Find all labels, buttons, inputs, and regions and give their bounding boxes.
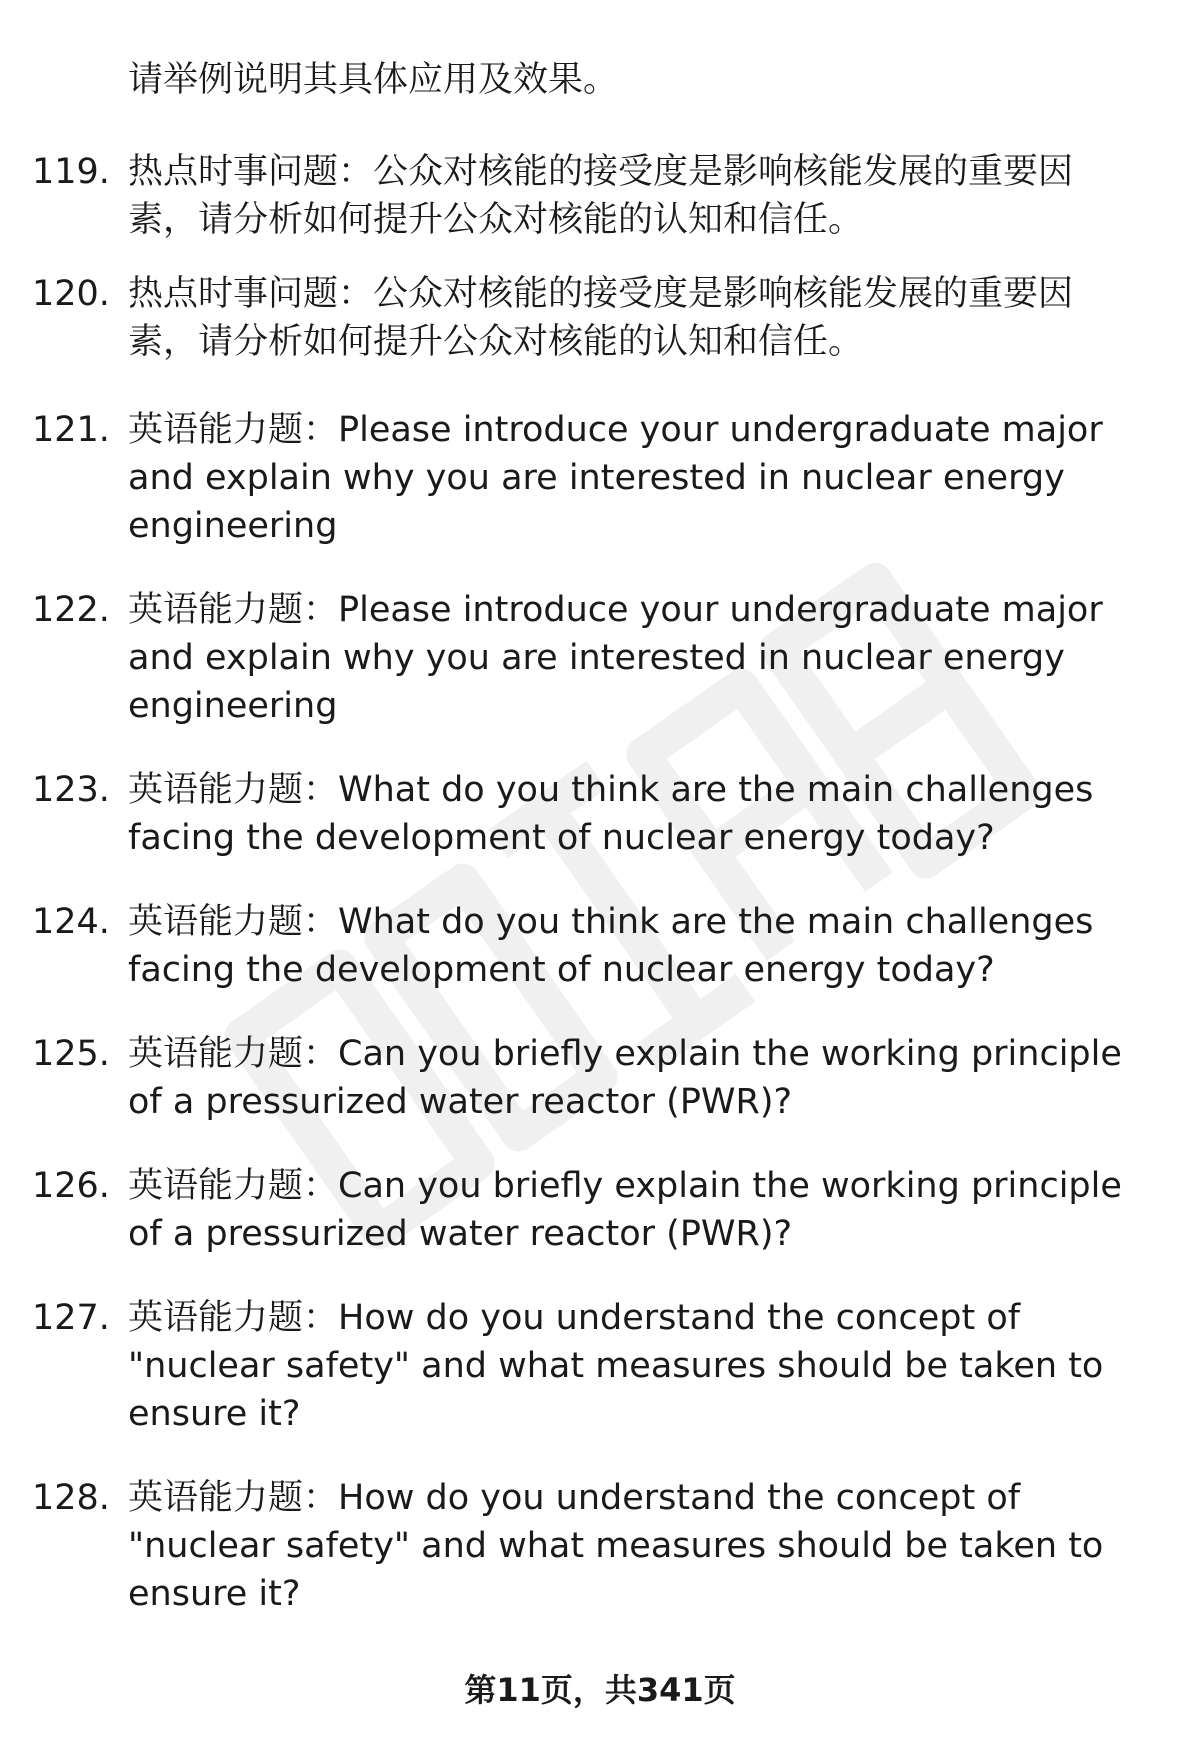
question-text xyxy=(128,1030,1128,1126)
question-line: 英语能力题：What do you think are the main challenges xyxy=(128,770,1094,810)
question-line: 热点时事问题：公众对核能的接受度是影响核能发展的重要因 xyxy=(128,274,1074,314)
question-number: 125. xyxy=(32,1034,110,1074)
question-line: 英语能力题：Can you briefly explain the working principle xyxy=(128,1034,1122,1074)
question-line: 英语能力题：How do you understand the concept of xyxy=(128,1478,1021,1518)
question-number: 120. xyxy=(32,274,110,314)
page-number-footer: 第11页，共341页 xyxy=(464,1671,736,1709)
question-number: 128. xyxy=(32,1478,110,1518)
question-text xyxy=(128,406,1128,550)
question-number: 123. xyxy=(32,770,110,810)
question-line: of a pressurized water reactor (PWR)? xyxy=(128,1082,793,1122)
question-line: facing the development of nuclear energy today? xyxy=(128,818,995,858)
question-line: 英语能力题：Can you briefly explain the working principle xyxy=(128,1166,1122,1206)
question-number: 119. xyxy=(32,152,110,192)
question-text xyxy=(128,1294,1128,1438)
question-text xyxy=(128,586,1128,730)
question-line: engineering xyxy=(128,506,338,546)
question-line: "nuclear safety" and what measures should be taken to xyxy=(128,1346,1104,1386)
question-line: ensure it? xyxy=(128,1394,301,1434)
question-text xyxy=(128,1474,1128,1618)
question-number: 124. xyxy=(32,902,110,942)
question-text xyxy=(128,898,1128,994)
question-line: 素，请分析如何提升公众对核能的认知和信任。 xyxy=(128,200,864,240)
question-number: 127. xyxy=(32,1298,110,1338)
question-line: ensure it? xyxy=(128,1574,301,1614)
question-text xyxy=(128,148,1128,244)
question-line: 英语能力题：Please introduce your undergraduate major xyxy=(128,590,1103,630)
question-line: and explain why you are interested in nuclear energy xyxy=(128,458,1065,498)
question-line: "nuclear safety" and what measures should be taken to xyxy=(128,1526,1104,1566)
question-line: facing the development of nuclear energy today? xyxy=(128,950,995,990)
question-text xyxy=(128,1162,1128,1258)
question-text xyxy=(128,270,1128,366)
question-line: engineering xyxy=(128,686,338,726)
question-line: and explain why you are interested in nuclear energy xyxy=(128,638,1065,678)
question-number: 121. xyxy=(32,410,110,450)
question-line: 素，请分析如何提升公众对核能的认知和信任。 xyxy=(128,322,864,362)
question-line: 英语能力题：What do you think are the main challenges xyxy=(128,902,1094,942)
question-number: 122. xyxy=(32,590,110,630)
question-line: of a pressurized water reactor (PWR)? xyxy=(128,1214,793,1254)
question-text xyxy=(128,766,1128,862)
question-line: 热点时事问题：公众对核能的接受度是影响核能发展的重要因 xyxy=(128,152,1074,192)
continuation-text: 请举例说明其具体应用及效果。 xyxy=(128,60,619,100)
question-line: 英语能力题：How do you understand the concept of xyxy=(128,1298,1021,1338)
question-number: 126. xyxy=(32,1166,110,1206)
question-line: 英语能力题：Please introduce your undergraduate major xyxy=(128,410,1103,450)
